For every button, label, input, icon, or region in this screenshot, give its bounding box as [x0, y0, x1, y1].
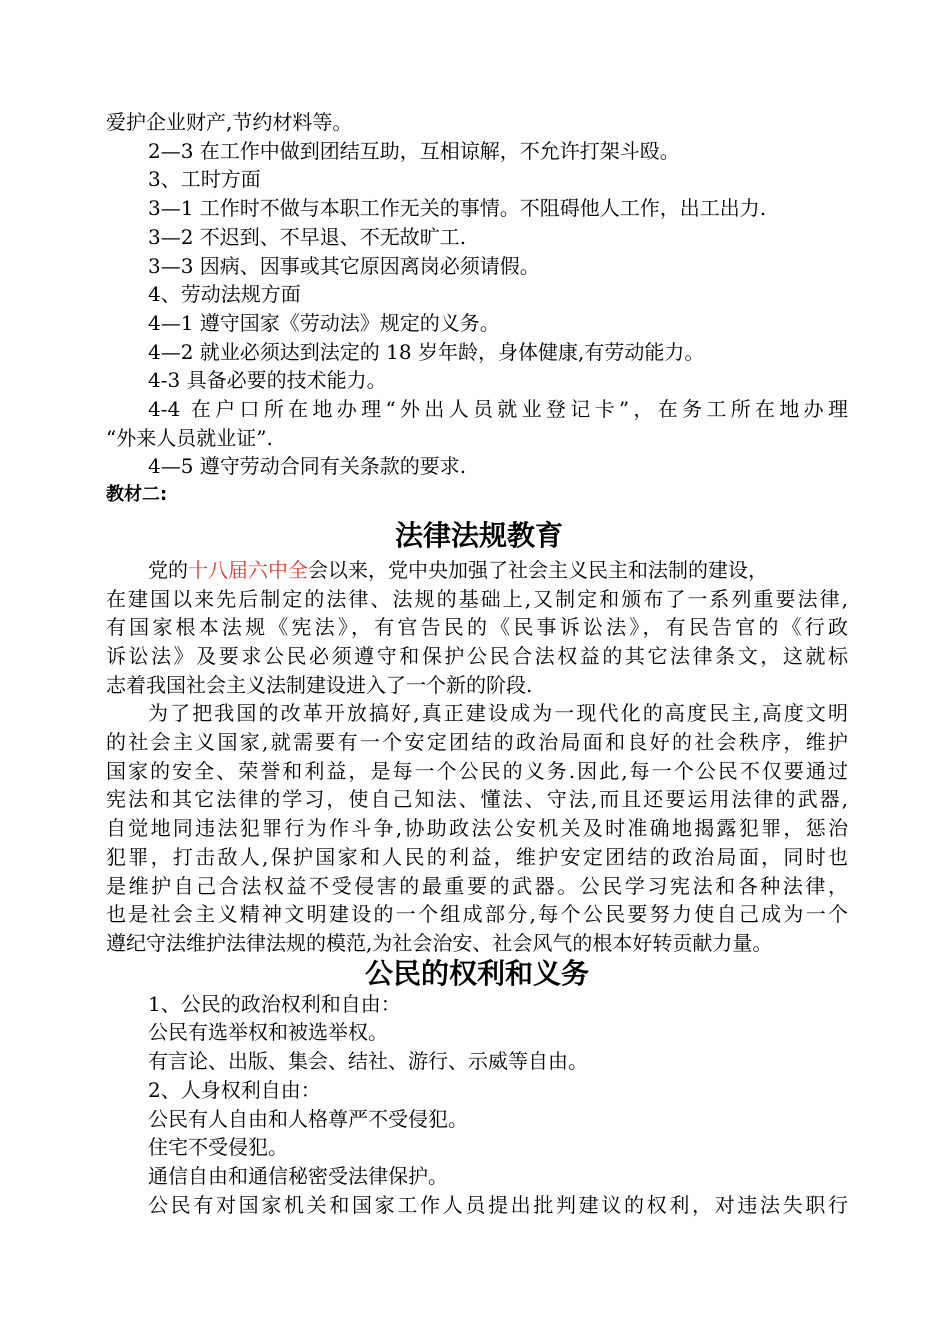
- text-line: 4、劳动法规方面: [148, 282, 301, 307]
- text-line: 4-4 在户口所在地办理“外出人员就业登记卡”，在务工所在地办理: [148, 397, 848, 422]
- text-line: 住宅不受侵犯。: [148, 1135, 288, 1160]
- text-line: 4—2 就业必须达到法定的 18 岁年龄，身体健康,有劳动能力。: [148, 339, 705, 364]
- text-line: 志着我国社会主义法制建设进入了一个新的阶段.: [106, 672, 533, 697]
- text-line: 2—3 在工作中做到团结互助，互相谅解，不允许打架斗殴。: [148, 138, 680, 163]
- para1-first-line: [106, 556, 848, 585]
- text-line: 4-3 具备必要的技术能力。: [148, 368, 387, 393]
- highlight-text: 十八届六中全: [188, 557, 308, 582]
- text-line: 1、公民的政治权利和自由：: [148, 991, 401, 1016]
- text-line: 遵纪守法维护法律法规的模范,为社会治安、社会风气的根本好转贡献力量。: [106, 930, 773, 955]
- heading-law-education: 法律法规教育: [394, 518, 563, 552]
- text-line: 3—1 工作时不做与本职工作无关的事情。不阻碍他人工作，出工出力.: [148, 196, 767, 221]
- text-line: 爱护企业财产,节约材料等。: [106, 110, 353, 134]
- text-line: 通信自由和通信秘密受法律保护。: [148, 1163, 448, 1188]
- text-line: “外来人员就业证”.: [106, 425, 273, 450]
- heading-citizen-rights: 公民的权利和义务: [364, 956, 589, 990]
- text-line: 国家的安全、荣誉和利益，是每一个公民的义务.因此,每一个公民不仅要通过: [106, 758, 848, 783]
- text-line: 的社会主义国家,就需要有一个安定团结的政治局面和良好的社会秩序，维护: [106, 730, 848, 755]
- text-line: 也是社会主义精神文明建设的一个组成部分,每个公民要努力使自己成为一个: [106, 902, 848, 927]
- text-line: 为了把我国的改革开放搞好,真正建设成为一现代化的高度民主,高度文明: [148, 701, 848, 726]
- text-line: 宪法和其它法律的学习，使自己知法、懂法、守法,而且还要运用法律的武器,: [106, 787, 848, 812]
- text-line: 犯罪，打击敌人,保护国家和人民的利益，维护安定团结的政治局面，同时也: [106, 844, 848, 869]
- text-line: 2、人身权利自由：: [148, 1077, 321, 1102]
- para1-prefix: 党的: [148, 557, 188, 582]
- document-page: [106, 108, 848, 1219]
- text-line: 有国家根本法规《宪法》，有官告民的《民事诉讼法》，有民告官的《行政: [106, 615, 848, 640]
- text-line: 3—3 因病、因事或其它原因离岗必须请假。: [148, 253, 540, 278]
- text-line: 诉讼法》及要求公民必须遵守和保护公民合法权益的其它法律条文，这就标: [106, 643, 848, 668]
- section-label: 教材二:: [106, 484, 168, 506]
- text-line: 自觉地同违法犯罪行为作斗争,协助政法公安机关及时准确地揭露犯罪，惩治: [106, 816, 848, 841]
- text-line: 4—1 遵守国家《劳动法》规定的义务。: [148, 310, 500, 335]
- text-line: 公民有选举权和被选举权。: [148, 1020, 388, 1045]
- text-line: 公民有人自由和人格尊严不受侵犯。: [148, 1106, 468, 1131]
- text-line: 3—2 不迟到、不早退、不无故旷工.: [148, 224, 467, 249]
- text-line: 有言论、出版、集会、结社、游行、示威等自由。: [148, 1049, 588, 1074]
- text-line: 3、工时方面: [148, 167, 261, 192]
- text-line: 公民有对国家机关和国家工作人员提出批判建议的权利，对违法失职行: [148, 1192, 848, 1217]
- text-line: 是维护自己合法权益不受侵害的最重要的武器。公民学习宪法和各种法律，: [106, 873, 848, 898]
- para1-line-text: 会以来，党中央加强了社会主义民主和法制的建设，: [308, 557, 768, 582]
- text-line: 4—5 遵守劳动合同有关条款的要求.: [148, 454, 467, 479]
- text-line: 在建国以来先后制定的法律、法规的基础上,又制定和颁布了一系列重要法律,: [106, 586, 848, 611]
